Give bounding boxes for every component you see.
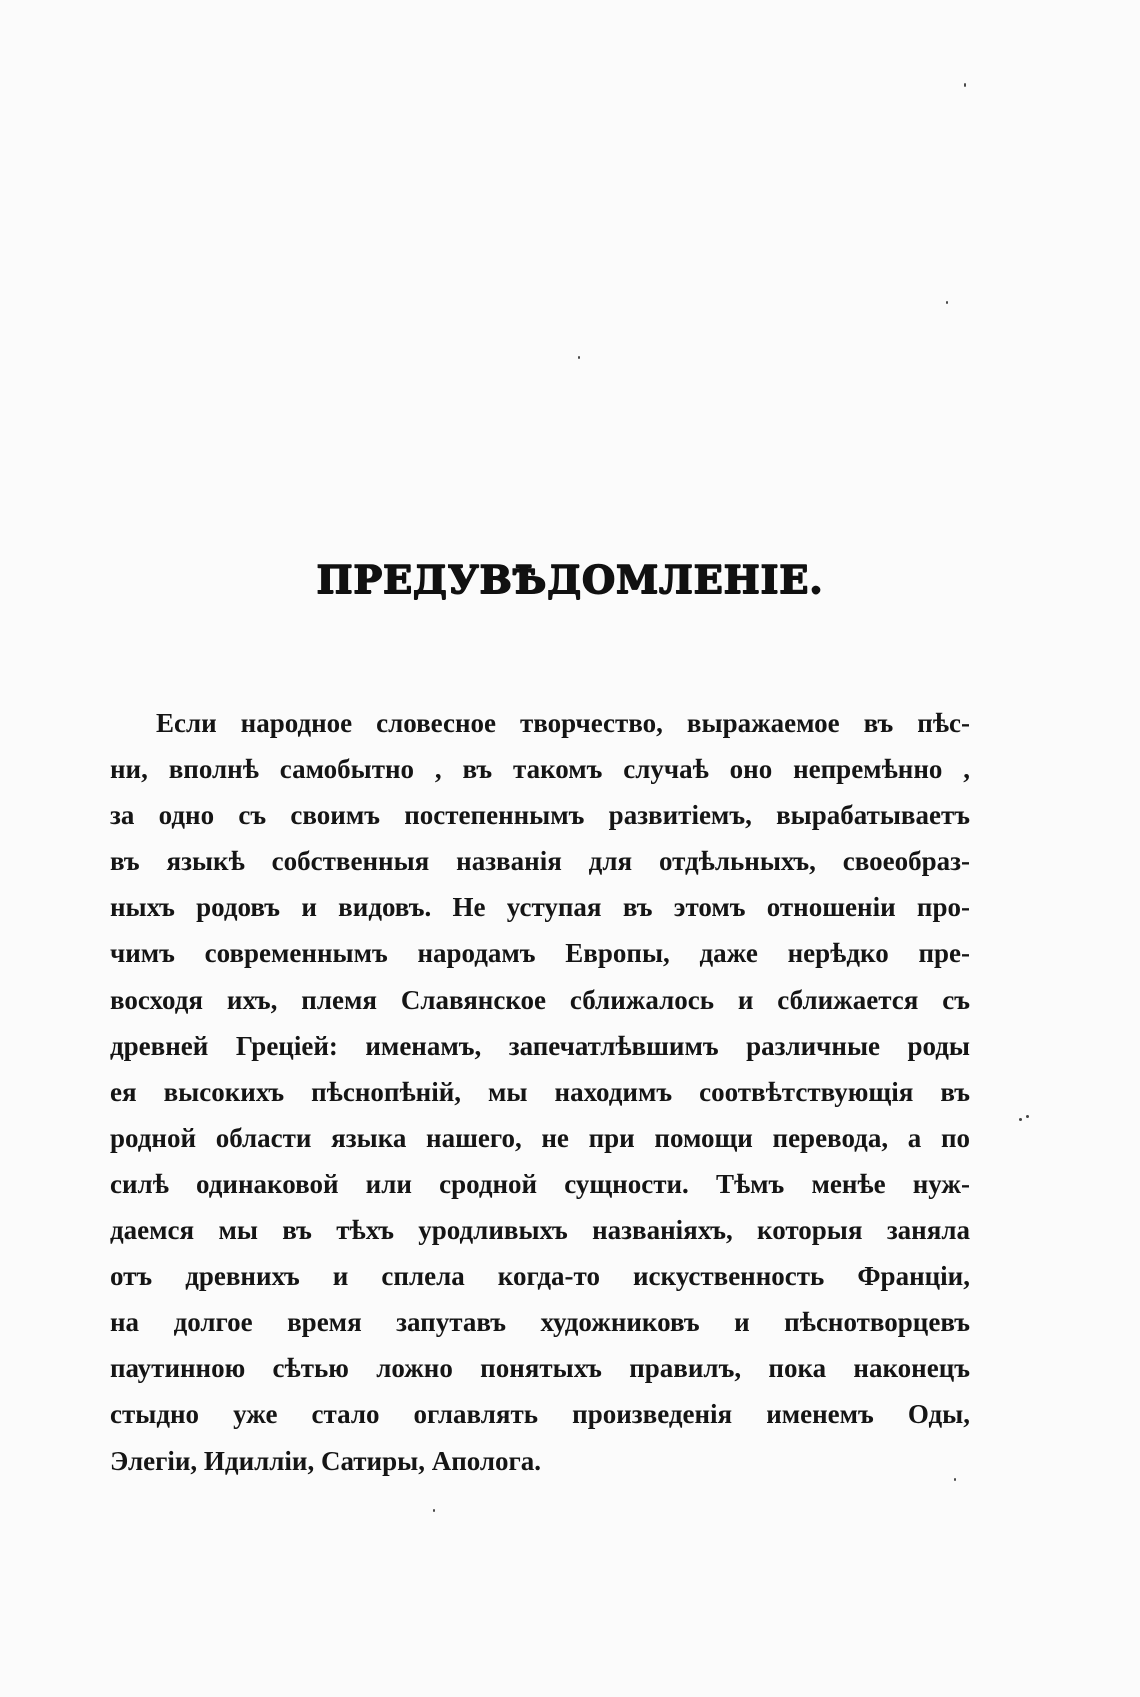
text-line: ныхъ родовъ и видовъ. Не уступая въ этомъ отношеніи про- (110, 892, 970, 923)
text-line: въ языкѣ собственныя названія для отдѣльныхъ, своеобраз- (110, 846, 970, 877)
text-line: отъ древнихъ и сплела когда-то искуственность Франціи, (110, 1261, 970, 1292)
text-line: восходя ихъ, племя Славянское сближалось и сближается съ (110, 984, 970, 1015)
text-line: на долгое время запутавъ художниковъ и пѣснотворцевъ (110, 1307, 970, 1338)
page-heading: ПРЕДУВѢДОМЛЕНІЕ. (316, 557, 824, 602)
text-line: родной области языка нашего, не при помощи перевода, а по (110, 1122, 970, 1153)
preface-paragraph (110, 700, 970, 1484)
scan-speck (433, 1509, 435, 1512)
scan-speck (1026, 1115, 1029, 1118)
scan-speck (1019, 1118, 1022, 1121)
text-line: силѣ одинаковой или сродной сущности. Тѣмъ менѣе нуж- (110, 1168, 970, 1199)
scan-speck (578, 356, 580, 359)
text-line: за одно съ своимъ постепеннымъ развитіемъ, вырабатываетъ (110, 800, 970, 831)
text-line: Если народное словесное творчество, выражаемое въ пѣс- (156, 708, 970, 738)
text-line: ни, вполнѣ самобытно , въ такомъ случаѣ оно непремѣнно , (110, 754, 970, 785)
text-line: паутинною сѣтью ложно понятыхъ правилъ, пока наконецъ (110, 1353, 970, 1384)
scan-speck (946, 301, 948, 304)
text-line: древней Греціей: именамъ, запечатлѣвшимъ различные роды (110, 1030, 970, 1061)
text-line: Элегіи, Идилліи, Сатиры, Апологa. (110, 1445, 542, 1476)
text-line: чимъ современнымъ народамъ Европы, даже нерѣдко пре- (110, 938, 970, 969)
scan-speck (954, 1478, 956, 1481)
scan-speck (964, 83, 966, 87)
text-line: даемся мы въ тѣхъ уродливыхъ названіяхъ, которыя заняла (110, 1215, 970, 1246)
text-line: стыдно уже стало оглавлять произведенія именемъ Оды, (110, 1399, 970, 1430)
text-line: ея высокихъ пѣснопѣній, мы находимъ соотвѣтствующія въ (110, 1076, 970, 1107)
